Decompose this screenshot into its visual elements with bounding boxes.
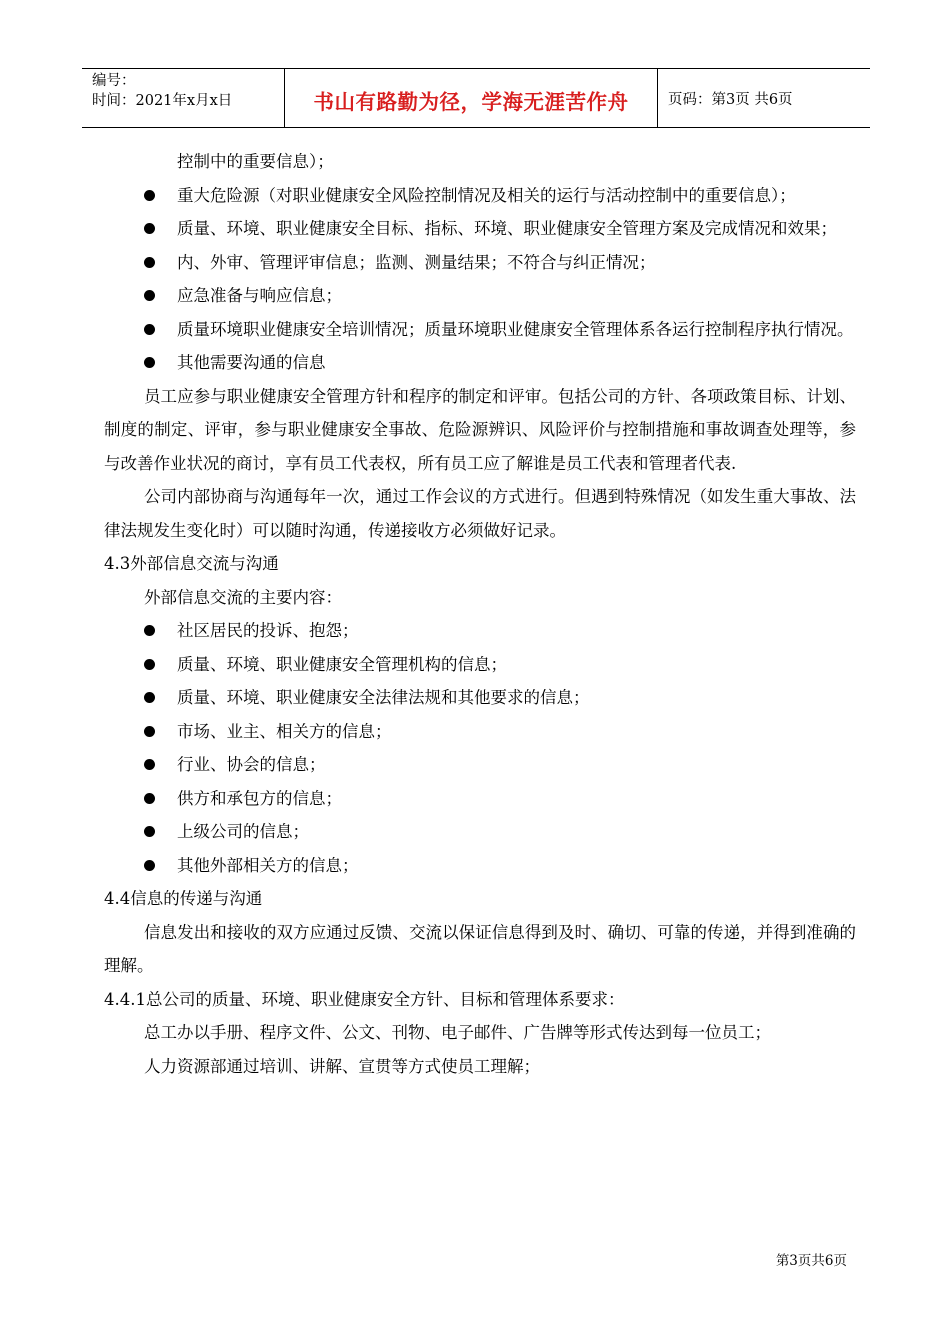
bullet-icon — [104, 246, 177, 280]
list-item: 质量、环境、职业健康安全目标、指标、环境、职业健康安全管理方案及完成情况和效果； — [104, 212, 856, 246]
bullet-icon — [104, 279, 177, 313]
list-item: 质量环境职业健康安全培训情况；质量环境职业健康安全管理体系各运行控制程序执行情况。 — [104, 313, 856, 347]
list-item: 市场、业主、相关方的信息； — [104, 715, 856, 749]
bullet-icon — [104, 179, 177, 213]
list-item: 应急准备与响应信息； — [104, 279, 856, 313]
list-item: 其他外部相关方的信息； — [104, 849, 856, 883]
list-item: 行业、协会的信息； — [104, 748, 856, 782]
list-item: 供方和承包方的信息； — [104, 782, 856, 816]
motto-text: 书山有路勤为径，学海无涯苦作舟 — [313, 90, 629, 114]
list-item: 其他需要沟通的信息 — [104, 346, 856, 380]
intro-line: 外部信息交流的主要内容： — [144, 587, 342, 607]
paragraph: 公司内部协商与沟通每年一次，通过工作会议的方式进行。但遇到特殊情况（如发生重大事故、法律法规发生变化时）可以随时沟通，传递接收方必须做好记录。 — [104, 487, 856, 540]
list-item: 质量、环境、职业健康安全管理机构的信息； — [104, 648, 856, 682]
bullet-icon — [104, 346, 177, 380]
subsection-heading: 4.4.1总公司的质量、环境、职业健康安全方针、目标和管理体系要求： — [104, 989, 625, 1009]
paragraph: 信息发出和接收的双方应通过反馈、交流以保证信息得到及时、确切、可靠的传递，并得到准确的理解。 — [104, 922, 856, 975]
list-item: 社区居民的投诉、抱怨； — [104, 614, 856, 648]
date-line: 时间：2021年x月x日 — [92, 93, 233, 109]
section-heading: 4.3外部信息交流与沟通 — [104, 554, 279, 573]
bullet-icon — [104, 849, 177, 883]
body-line: 人力资源部通过培训、讲解、宣贯等方式使员工理解； — [144, 1056, 540, 1076]
continued-line: 控制中的重要信息）； — [177, 152, 334, 171]
bullet-icon — [104, 648, 177, 682]
bullet-icon — [104, 715, 177, 749]
section-heading: 4.4信息的传递与沟通 — [104, 889, 263, 908]
list-item: 质量、环境、职业健康安全法律法规和其他要求的信息； — [104, 681, 856, 715]
serial-label: 编号： — [92, 73, 136, 89]
page-footer: 第3页共6页 — [775, 1253, 847, 1269]
header-meta — [82, 69, 285, 127]
bullet-icon — [104, 212, 177, 246]
paragraph: 员工应参与职业健康安全管理方针和程序的制定和评审。包括公司的方针、各项政策目标、计划、制度的制定、评审，参与职业健康安全事故、危险源辨识、风险评价与控制措施和事故调查处理等，参与改善作业状况的商讨，享有员工代表权，所有员工应了解谁是员工代表和管理者代表. — [104, 386, 856, 473]
document-body — [104, 145, 856, 1083]
bullet-icon — [104, 782, 177, 816]
body-line: 总工办以手册、程序文件、公文、刊物、电子邮件、广告牌等形式传达到每一位员工； — [144, 1023, 771, 1042]
page-info-text: 页码：第3页 共6页 — [668, 91, 793, 108]
header-motto-cell — [285, 69, 658, 127]
bullet-icon — [104, 681, 177, 715]
page-header — [82, 68, 870, 128]
list-item: 重大危险源（对职业健康安全风险控制情况及相关的运行与活动控制中的重要信息）； — [104, 179, 856, 213]
bullet-icon — [104, 614, 177, 648]
bullet-icon — [104, 748, 177, 782]
list-item: 内、外审、管理评审信息；监测、测量结果；不符合与纠正情况； — [104, 246, 856, 280]
header-page-info — [658, 69, 870, 127]
list-item: 上级公司的信息； — [104, 815, 856, 849]
bullet-icon — [104, 313, 177, 347]
bullet-icon — [104, 815, 177, 849]
